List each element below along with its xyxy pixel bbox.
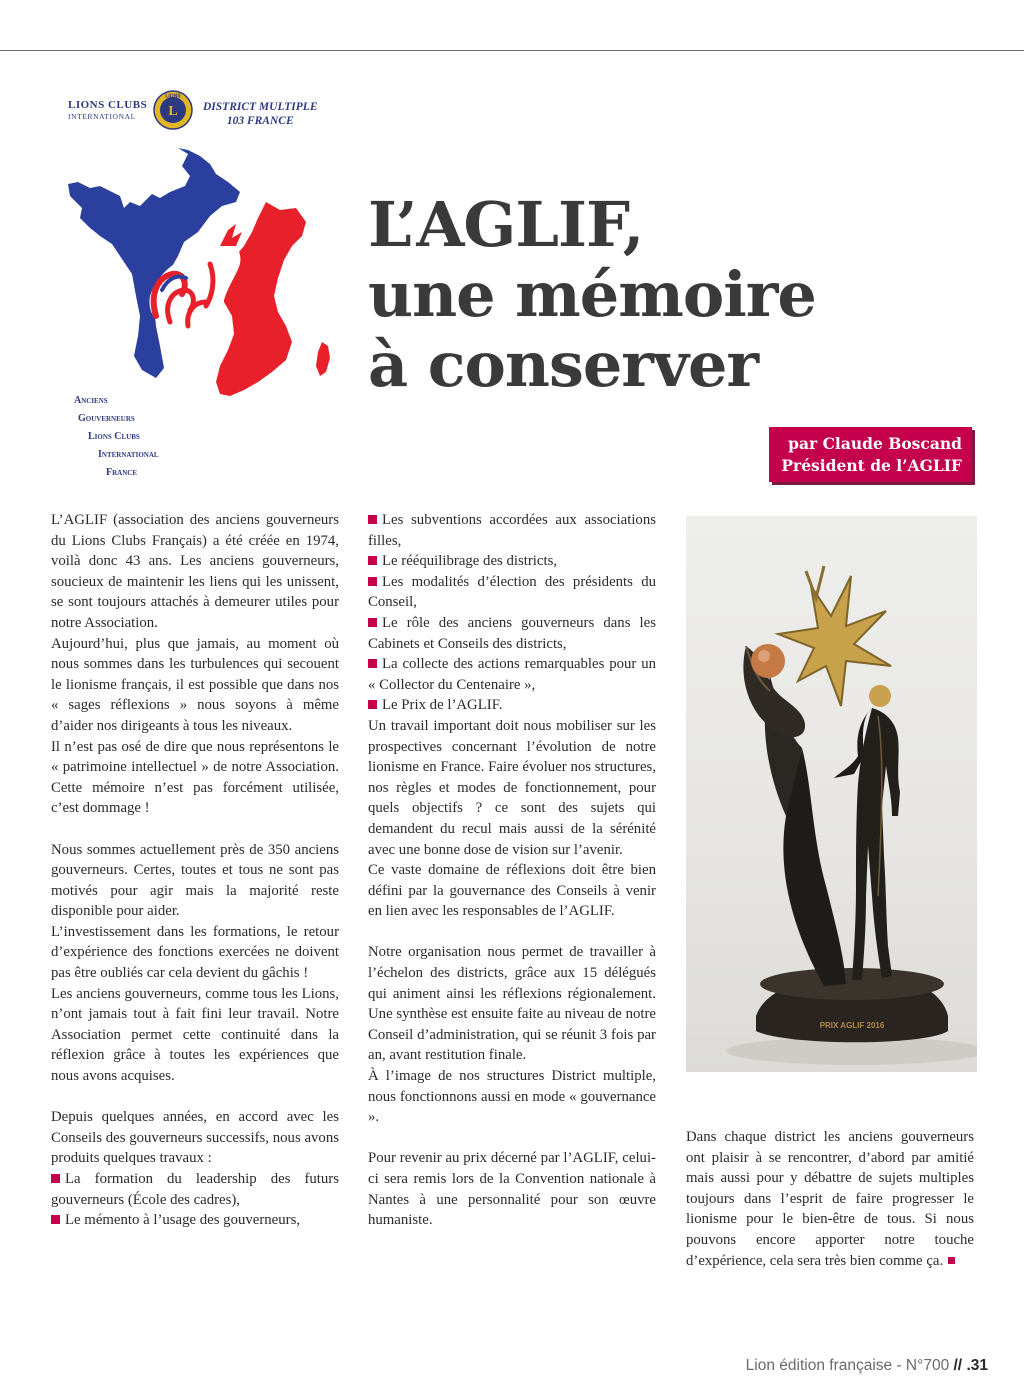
bullet-square-icon	[51, 1174, 60, 1183]
byline-author: par Claude Boscand	[788, 434, 962, 453]
paragraph: Il n’est pas osé de dire que nous représentons le « patrimoine intellectuel » de notre Association. Cette mémoire n’est pas forcément utilisée, c’est dommage !	[51, 738, 339, 817]
lions-clubs-wordmark	[68, 100, 147, 121]
paragraph: Un travail important doit nous mobiliser sur les prospectives concernant l’évolution de notre lionisme en France. Faire évoluer nos structures, nos règles et modes de fonctionnement, pour quels objectifs ? ce sont des sujets qui demandent du recul mais aussi de la sérénité avec une bonne dose de vision sur l’avenir.	[368, 717, 656, 858]
paragraph: Depuis quelques années, en accord avec les Conseils des gouverneurs successifs, nous avons produits quelques travaux :	[51, 1109, 339, 1167]
bullet-item	[368, 572, 656, 613]
aglif-logo	[60, 88, 350, 488]
bullet-item	[51, 1169, 339, 1210]
caption-line-1: Anciens	[74, 395, 108, 406]
bullet-item	[368, 695, 656, 716]
caption-line-5: France	[106, 467, 137, 478]
page-number: .31	[966, 1357, 988, 1374]
france-map-rooster-icon	[60, 146, 350, 406]
bullet-text: Le mémento à l’usage des gouverneurs,	[65, 1212, 301, 1229]
trophy-sculpture-icon	[686, 516, 977, 1072]
bullet-square-icon	[368, 659, 377, 668]
international-label: INTERNATIONAL	[68, 112, 136, 121]
emblem-text: LIONS	[165, 93, 181, 100]
paragraph: Notre organisation nous permet de travailler à l’échelon des districts, grâce aux 15 délégués qui animent ainsi les réflexions régionalement. Une synthèse est ensuite faite au niveau de notre Conseil d’administration, qui se réunit 3 fois par an, avant restitution finale.	[368, 944, 656, 1064]
bullet-item	[368, 551, 656, 572]
title-line-2: une mémoire	[368, 258, 816, 331]
article-column-1	[51, 510, 339, 1231]
paragraph: À l’image de nos structures District multiple, nous fonctionnons aussi en mode « gouvernance ».	[368, 1068, 656, 1126]
paragraph-gap	[368, 1128, 656, 1149]
svg-text:L: L	[168, 104, 178, 119]
paragraph-gap	[51, 1087, 339, 1108]
end-mark-icon	[948, 1257, 955, 1264]
paragraph: L’investissement dans les formations, le retour d’expérience des fonctions exercées ne doivent pas être oubliés car cela devient du gâchis !	[51, 923, 339, 982]
bullet-square-icon	[51, 1215, 60, 1224]
bullet-item	[368, 613, 656, 654]
bullet-text: La formation du leadership des futurs gouverneurs (École des cadres),	[51, 1171, 339, 1208]
closing-text: Dans chaque district les anciens gouverneurs ont plaisir à se rencontrer, d’abord par amitié mais aussi pour y débattre de sujets multiples toujours dans l’esprit de faire progresser le lionisme pour le bien-être de tous. Si nous pouvons encore apporter notre touche d’expérience, cela sera très bien comme ça.	[686, 1129, 974, 1269]
lions-header	[68, 90, 348, 134]
bullet-text: Les subventions accordées aux associations filles,	[368, 512, 656, 549]
paragraph: Les anciens gouverneurs, comme tous les Lions, n’ont jamais tout à fait fini leur travail. Notre Association permet cette continuité dans la réflexion grâce à toutes les expériences que nous avons acquises.	[51, 985, 339, 1085]
paragraph: Nous sommes actuellement près de 350 anciens gouverneurs. Certes, toutes et tous ne sont pas motivés pour agir mais la majorité reste disponible pour aider.	[51, 841, 339, 920]
lions-emblem-icon	[153, 90, 193, 130]
bullet-item	[51, 1210, 339, 1231]
article-title	[368, 190, 968, 400]
bullet-item	[368, 654, 656, 695]
bullet-square-icon	[368, 556, 377, 565]
paragraph: Aujourd’hui, plus que jamais, au moment où nous sommes dans les turbulences qui secouent le lionisme français, il est possible que dans nos « sages réflexions » nous soyons à même d’aider nos dirigeants à tous les niveaux.	[51, 635, 339, 734]
bullet-square-icon	[368, 515, 377, 524]
bullet-text: Les modalités d’élection des présidents du Conseil,	[368, 573, 656, 611]
page-footer	[746, 1357, 988, 1375]
caption-line-3: Lions Clubs	[88, 431, 140, 442]
paragraph: L’AGLIF (association des anciens gouverneurs du Lions Clubs Français) a été créée en 1974, voilà donc 43 ans. Les anciens gouverneurs, soucieux de maintenir les liens qui les unissent, se sont toujours attachés à demeurer utiles pour notre Association.	[51, 512, 339, 631]
bullet-item	[368, 510, 656, 551]
bullet-square-icon	[368, 618, 377, 627]
article-column-2	[368, 510, 656, 1231]
district-line-2: 103 FRANCE	[226, 115, 294, 127]
title-line-3: à conserver	[368, 328, 759, 401]
trophy-plaque-text: PRIX AGLIF 2016	[819, 1021, 885, 1030]
caption-line-2: Gouverneurs	[78, 413, 135, 424]
bullet-text: Le rôle des anciens gouverneurs dans les Cabinets et Conseils des districts,	[368, 614, 656, 652]
paragraph-gap	[368, 922, 656, 943]
trophy-photo	[686, 516, 977, 1072]
district-label	[203, 100, 317, 128]
caption-line-4: International	[98, 449, 159, 460]
article-column-3	[686, 1127, 974, 1271]
paragraph	[686, 1127, 974, 1271]
author-byline	[769, 427, 972, 482]
corsica-shape	[316, 342, 330, 376]
bullet-text: Le rééquilibrage des districts,	[382, 553, 558, 570]
bullet-text: La collecte des actions remarquables pour un « Collector du Centenaire »,	[368, 656, 656, 693]
footer-separator: //	[953, 1357, 963, 1374]
top-rule	[0, 50, 1024, 51]
publication-name: Lion édition française - N°700	[745, 1357, 950, 1374]
bullet-square-icon	[368, 577, 377, 586]
logo-caption	[60, 393, 350, 483]
paragraph-gap	[51, 819, 339, 840]
paragraph: Pour revenir au prix décerné par l’AGLIF, celui-ci sera remis lors de la Convention nationale à Nantes à une personnalité pour son œuvre humaniste.	[368, 1150, 656, 1229]
district-line-1: DISTRICT MULTIPLE	[203, 101, 318, 113]
title-line-1: L’AGLIF,	[368, 188, 644, 261]
lions-clubs-label: LIONS CLUBS	[68, 99, 148, 111]
byline-role: Président de l’AGLIF	[781, 456, 962, 475]
bullet-text: Le Prix de l’AGLIF.	[382, 697, 503, 714]
bullet-square-icon	[368, 700, 377, 709]
paragraph: Ce vaste domaine de réflexions doit être bien défini par la gouvernance des Conseils à venir en lien avec les responsables de l’AGLIF.	[368, 862, 656, 920]
